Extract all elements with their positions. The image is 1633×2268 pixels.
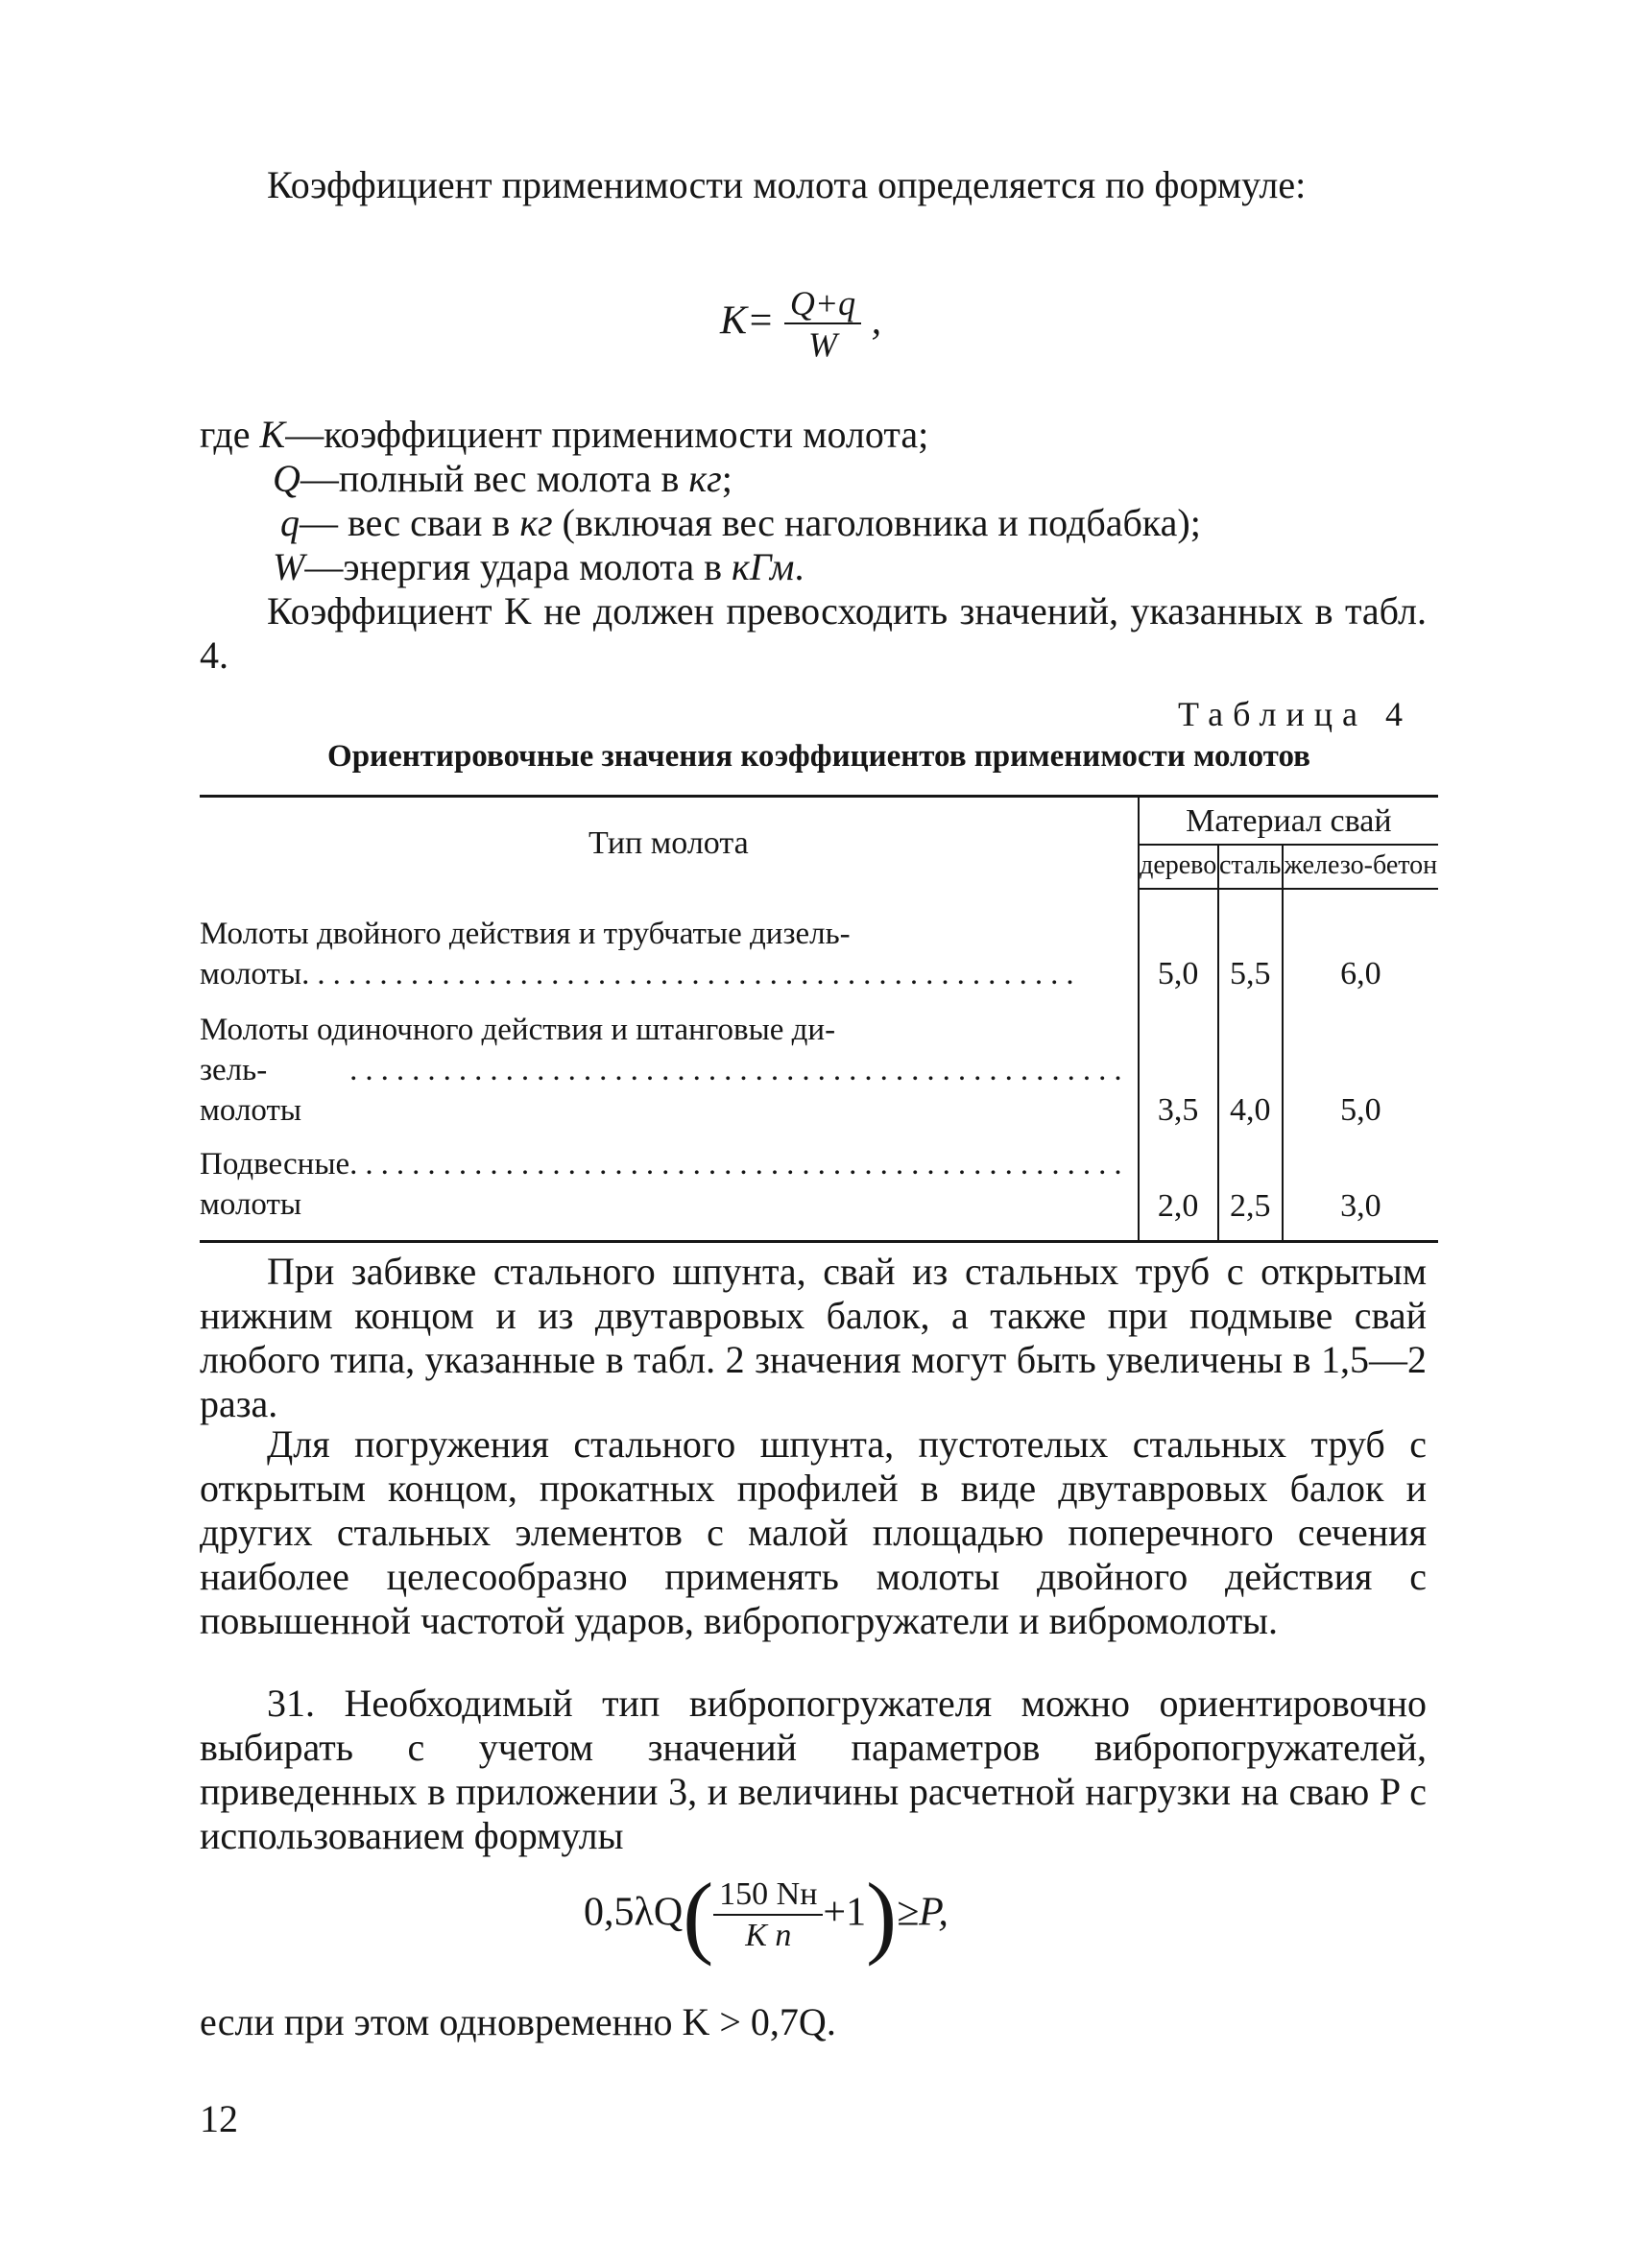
cell-wood: 2,0 bbox=[1139, 1136, 1218, 1242]
formula-vibro-lhs: 0,5λQ bbox=[584, 1890, 684, 1935]
cell-concrete: 5,0 bbox=[1283, 1000, 1438, 1136]
definition-symbol: W bbox=[273, 545, 305, 588]
hammer-coefficient-table bbox=[200, 795, 1438, 1243]
row-name-line2: Подвесные молоты bbox=[200, 1147, 350, 1222]
formula-vibro-denominator: K n bbox=[745, 1918, 792, 1953]
table-header-row bbox=[200, 797, 1438, 846]
paragraph-steel-piling: При забивке стального шпунта, свай из стальных труб с открытым нижним концом и из двутавровых балок, а также при подмыве свай любого типа, указанные в табл. 2 значения могут быть увеличены в 1,5—2 раза. bbox=[200, 1250, 1427, 1425]
dot-leader: .................................................. bbox=[301, 957, 1082, 991]
formula-k-numerator: Q+q bbox=[784, 284, 861, 324]
definition-unit: кг bbox=[688, 457, 722, 500]
formula-vibro-rhs: ≥P, bbox=[897, 1890, 949, 1935]
table-row bbox=[200, 1000, 1438, 1136]
row-name-leader bbox=[200, 1050, 1130, 1131]
cell-wood: 3,5 bbox=[1139, 1000, 1218, 1136]
definition-symbol: K bbox=[259, 413, 286, 456]
definition-w bbox=[200, 545, 1438, 589]
definition-after: ; bbox=[721, 457, 732, 500]
row-name-line2: молоты bbox=[200, 957, 302, 991]
dot-leader: .................................................. bbox=[349, 1147, 1130, 1182]
table-row bbox=[200, 889, 1438, 1000]
row-name-line1: Молоты двойного действия и трубчатые дизель- bbox=[200, 917, 851, 951]
definition-q-upper bbox=[200, 457, 1438, 501]
paragraph-31: 31. Необходимый тип вибропогружателя можно ориентировочно выбирать с учетом значений параметров вибропогружателей, приведенных в приложении 3, и величины расчетной нагрузки на сваю P с использованием формулы bbox=[200, 1682, 1427, 1857]
row-name bbox=[200, 1136, 1139, 1242]
definition-q-lower bbox=[200, 501, 1438, 545]
column-header-type: Тип молота bbox=[588, 824, 749, 861]
column-header-concrete: железо-бетон bbox=[1283, 845, 1438, 889]
cell-concrete: 6,0 bbox=[1283, 889, 1438, 1000]
row-name-line1: Молоты одиночного действия и штанговые ди- bbox=[200, 1013, 836, 1047]
definition-after: (включая вес наголовника и подбабка); bbox=[552, 501, 1201, 544]
formula-vibro-fraction bbox=[713, 1875, 823, 1956]
cell-steel: 5,5 bbox=[1218, 889, 1283, 1000]
definition-k bbox=[200, 413, 1438, 457]
definitions-list bbox=[200, 413, 1438, 589]
row-name-leader bbox=[200, 1144, 1130, 1225]
definition-text: —энергия удара молота в bbox=[304, 545, 732, 588]
definition-symbol: Q bbox=[273, 457, 300, 500]
table-label: Таблица 4 bbox=[1178, 695, 1412, 733]
formula-k-denominator: W bbox=[808, 325, 837, 364]
cell-steel: 2,5 bbox=[1218, 1136, 1283, 1242]
dot-leader: .................................................. bbox=[349, 1053, 1130, 1087]
row-name-leader bbox=[200, 954, 1130, 994]
formula-vibro-numerator: 150 Nн bbox=[713, 1875, 823, 1916]
row-name bbox=[200, 889, 1139, 1000]
cell-concrete: 3,0 bbox=[1283, 1136, 1438, 1242]
paragraph-hammer-choice: Для погружения стального шпунта, пустотелых стальных труб с открытым концом, прокатных профилей в виде двутавровых балок и других стальных элементов с малой площадью поперечного сечения наиболее целесообразно применять молоты двойного действия с повышенной частотой ударов, вибропогружатели и вибромолоты. bbox=[200, 1422, 1427, 1642]
formula-vibro-plus: +1 bbox=[823, 1890, 867, 1935]
definition-text: —полный вес молота в bbox=[300, 457, 689, 500]
definition-prefix: где bbox=[200, 413, 260, 456]
k-limit-paragraph: Коэффициент K не должен превосходить значений, указанных в табл. 4. bbox=[200, 589, 1427, 677]
cell-wood: 5,0 bbox=[1139, 889, 1218, 1000]
column-header-material: Материал свай bbox=[1139, 797, 1438, 846]
definition-unit: кГм bbox=[732, 545, 795, 588]
formula-k-lhs: K= bbox=[720, 298, 775, 344]
page-number: 12 bbox=[200, 2097, 238, 2140]
definition-unit: кг bbox=[519, 501, 553, 544]
formula-k bbox=[720, 284, 881, 365]
column-header-steel: сталь bbox=[1218, 845, 1283, 889]
condition-line: если при этом одновременно K > 0,7Q. bbox=[200, 2000, 836, 2043]
formula-vibro-open-paren: ( bbox=[683, 1864, 714, 1967]
definition-text: —коэффициент применимости молота; bbox=[285, 413, 929, 456]
table-row bbox=[200, 1136, 1438, 1242]
cell-steel: 4,0 bbox=[1218, 1000, 1283, 1136]
row-name bbox=[200, 1000, 1139, 1136]
formula-k-fraction bbox=[784, 284, 861, 365]
formula-vibro bbox=[584, 1864, 949, 1967]
intro-paragraph: Коэффициент применимости молота определяется по формуле: bbox=[267, 163, 1307, 206]
formula-vibro-close-paren: ) bbox=[866, 1864, 898, 1967]
table-title: Ориентировочные значения коэффициентов применимости молотов bbox=[327, 739, 1310, 774]
definition-after: . bbox=[794, 545, 804, 588]
definition-text: — вес сваи в bbox=[300, 501, 520, 544]
column-header-wood: дерево bbox=[1139, 845, 1218, 889]
definition-symbol: q bbox=[280, 501, 300, 544]
formula-k-tail: , bbox=[871, 298, 882, 344]
row-name-line2: зель-молоты bbox=[200, 1053, 302, 1128]
